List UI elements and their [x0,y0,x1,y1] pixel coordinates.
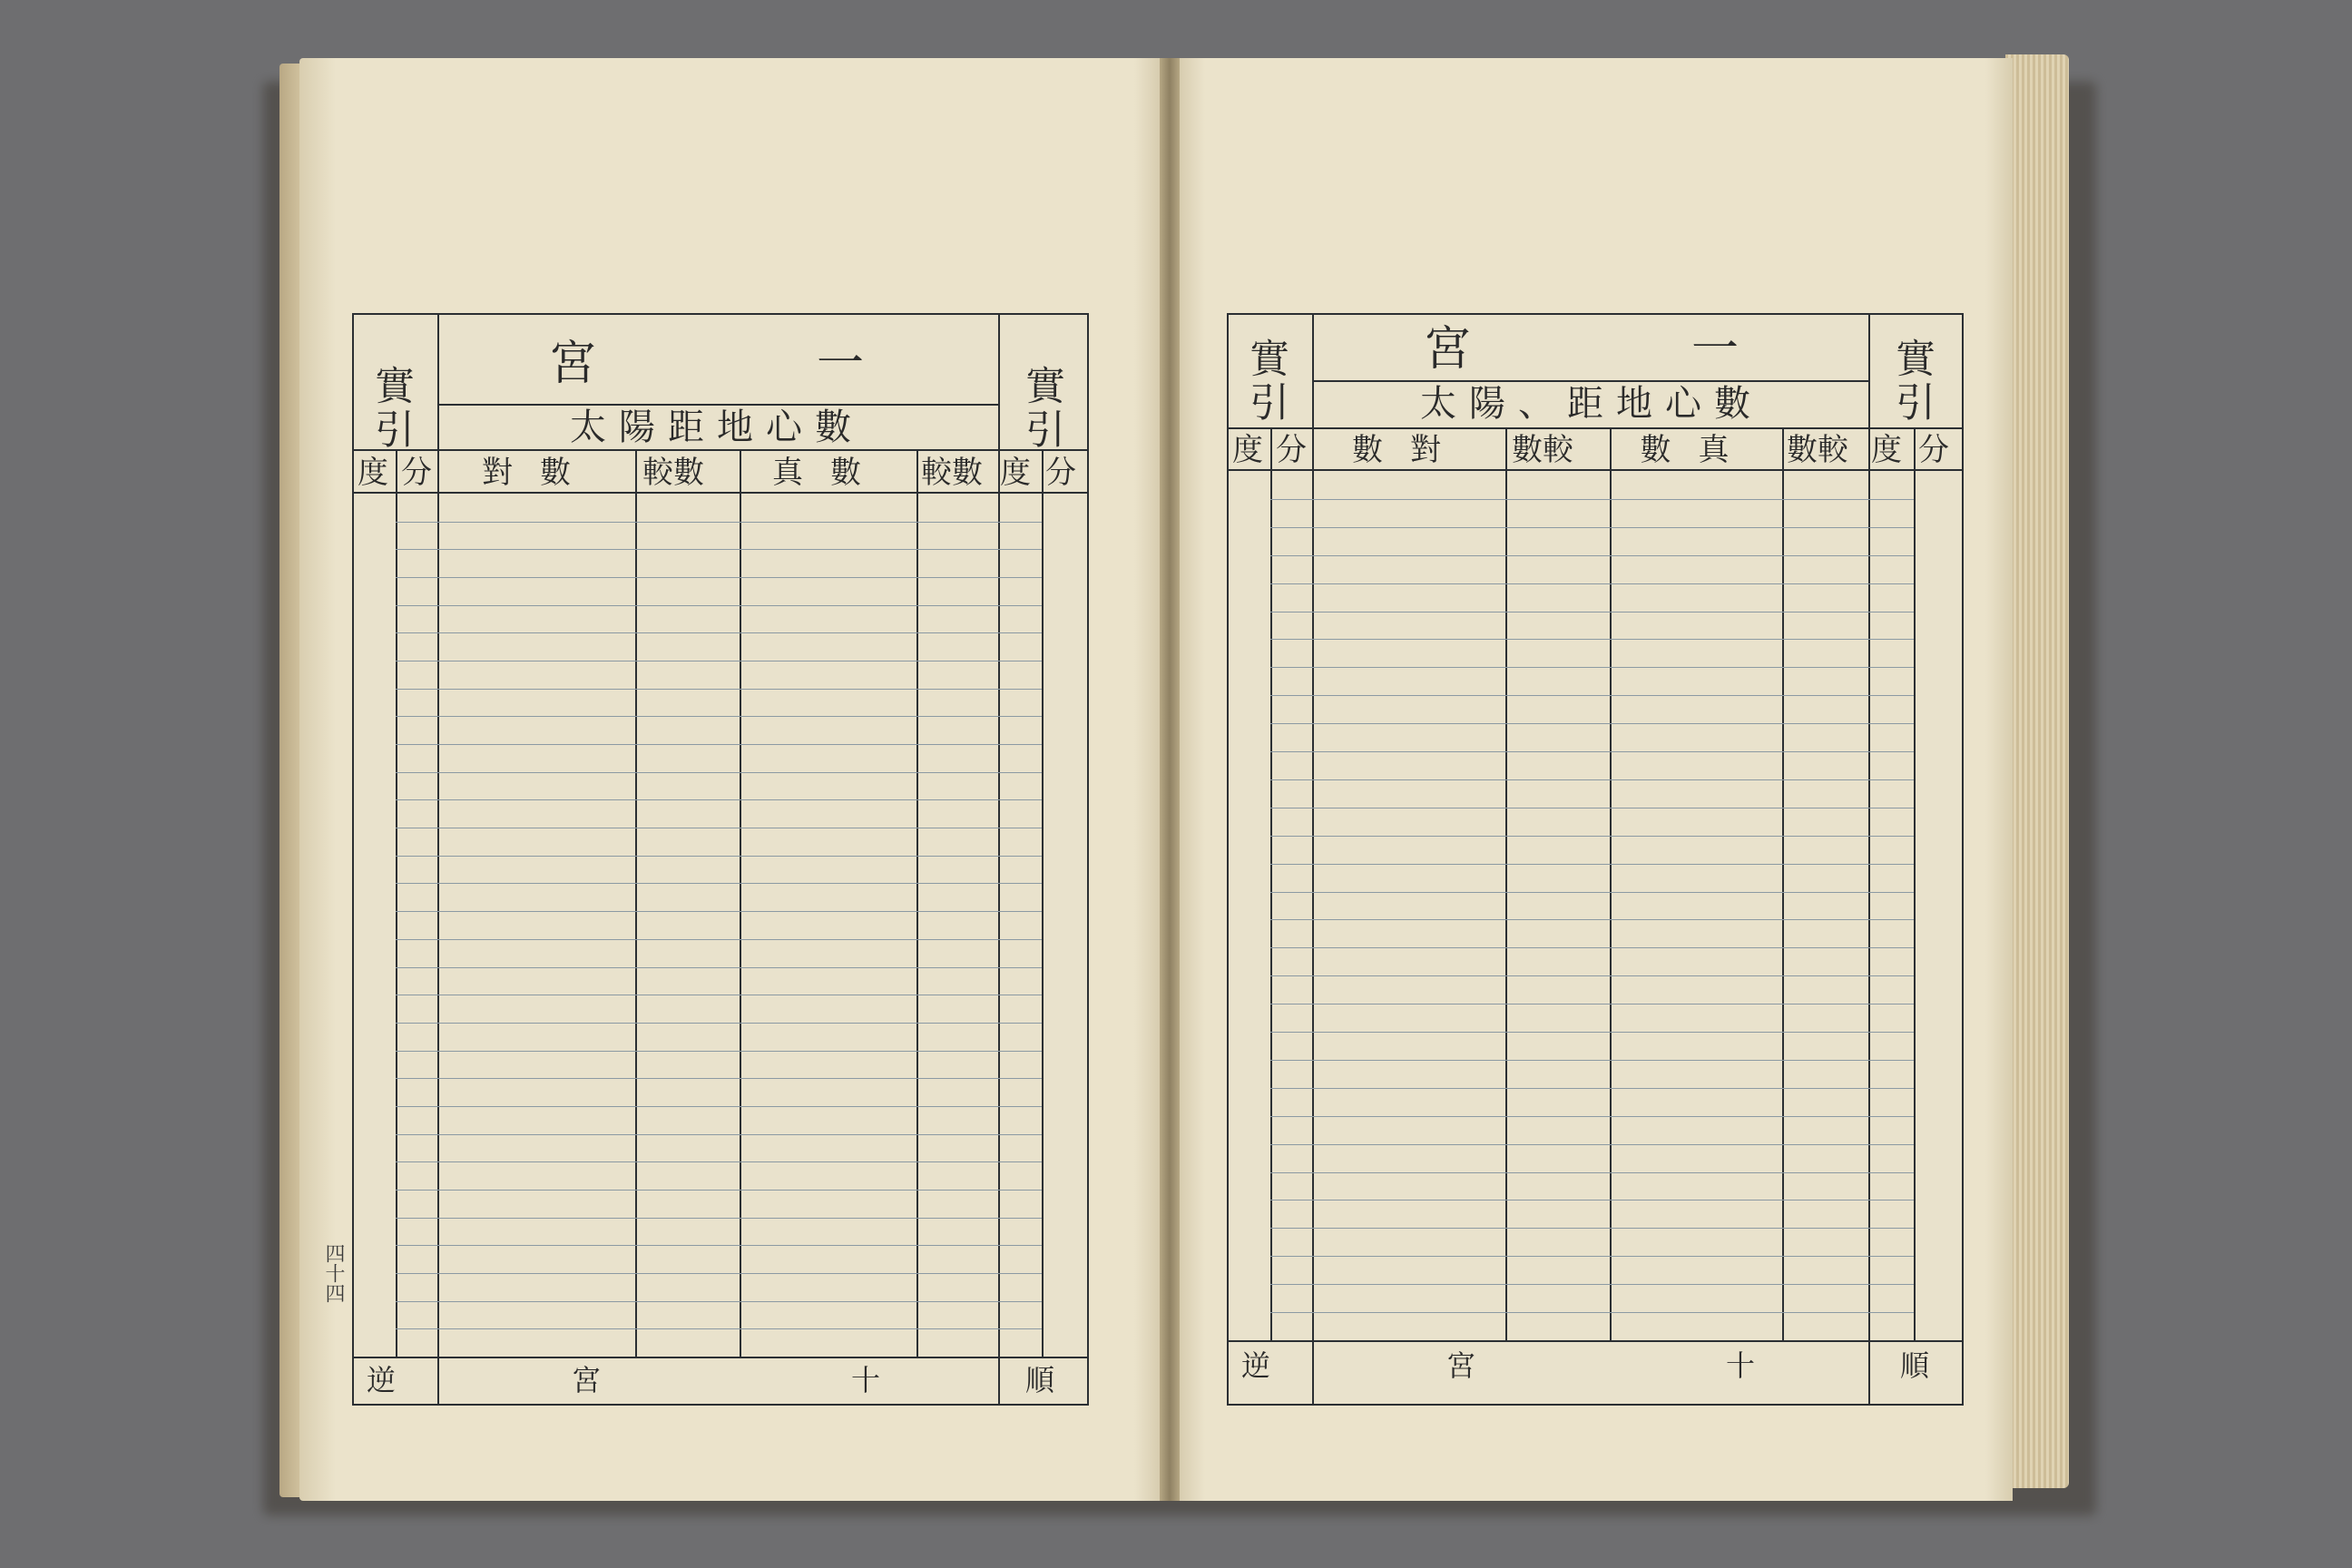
row-rule [1270,919,1914,920]
left-col-min: 分 [401,455,432,491]
right-footer-sign: 十 [1726,1348,1756,1383]
row-rule [396,939,1042,940]
right-header-sign: 一 [1691,322,1740,377]
left-table-title: 太陽距地心數 [570,407,864,448]
row-rule [396,883,1042,884]
row-rule [1270,947,1914,948]
left-col-log: 對數 [482,455,598,491]
right-table-title: 太陽、距地心數 [1420,383,1763,425]
right-table [1227,313,1964,1406]
left-col-true: 真數 [772,455,888,491]
row-rule [1270,779,1914,780]
row-rule [396,967,1042,968]
row-rule [1270,864,1914,865]
left-col-deg: 度 [358,455,388,491]
left-col-diff1: 較數 [642,455,704,491]
right-footer-right: 順 [1900,1348,1930,1383]
right-side-label-left: 實引 [1242,338,1289,425]
row-rule [1270,1256,1914,1257]
row-rule [396,1023,1042,1024]
row-rule [396,911,1042,912]
left-footer-right: 順 [1025,1363,1055,1397]
row-rule [1270,583,1914,584]
right-header-gong: 宮 [1424,322,1472,377]
left-header-gong: 宮 [549,337,597,391]
row-rule [396,856,1042,857]
left-page-number: 四十四 [322,1243,345,1303]
row-rule [396,522,1042,523]
row-rule [396,689,1042,690]
row-rule [1270,639,1914,640]
left-footer-gong: 宮 [572,1363,602,1397]
row-rule [396,632,1042,633]
row-rule [1270,1312,1914,1313]
row-rule [396,1078,1042,1079]
row-rule [396,1051,1042,1052]
row-rule [396,1134,1042,1135]
left-col-deg-r: 度 [1000,455,1031,491]
row-rule [1270,751,1914,752]
row-rule [1270,975,1914,976]
row-rule [1270,1032,1914,1033]
row-rule [396,1328,1042,1329]
right-col-log: 數對 [1352,432,1468,468]
row-rule [396,799,1042,800]
right-col-deg: 度 [1232,432,1263,468]
row-rule [1270,892,1914,893]
right-col-deg-r: 度 [1871,432,1902,468]
left-footer-sign: 十 [851,1363,881,1397]
row-rule [1270,527,1914,528]
right-footer-left: 逆 [1241,1348,1271,1383]
row-rule [1270,1088,1914,1089]
right-side-label-right: 實引 [1888,338,1935,425]
row-rule [1270,667,1914,668]
row-rule [396,1301,1042,1302]
row-rule [1270,1144,1914,1145]
book-gutter [1160,58,1180,1501]
row-rule [396,1245,1042,1246]
row-rule [1270,1172,1914,1173]
left-footer-left: 逆 [367,1363,397,1397]
row-rule [1270,1116,1914,1117]
right-col-diff2: 數較 [1787,432,1848,468]
right-col-min: 分 [1276,432,1307,468]
page-edge-right [2005,54,2069,1488]
right-footer-gong: 宮 [1446,1348,1476,1383]
right-col-min-r: 分 [1918,432,1949,468]
row-rule [1270,499,1914,500]
row-rule [396,549,1042,550]
left-header-sign: 一 [817,337,865,391]
row-rule [396,1106,1042,1107]
row-rule [1270,836,1914,837]
left-side-label-left: 實引 [368,365,414,452]
left-side-label-right: 實引 [1018,365,1064,452]
row-rule [396,772,1042,773]
row-rule [396,605,1042,606]
left-table [352,313,1089,1406]
row-rule [396,1273,1042,1274]
row-rule [396,1190,1042,1191]
row-rule [1270,555,1914,556]
row-rule [396,661,1042,662]
row-rule [1270,723,1914,724]
row-rule [396,1161,1042,1162]
row-rule [1270,1228,1914,1229]
row-rule [396,744,1042,745]
row-rule [396,1218,1042,1219]
left-col-diff2: 較數 [921,455,983,491]
right-col-diff1: 數較 [1512,432,1573,468]
row-rule [1270,1060,1914,1061]
row-rule [396,716,1042,717]
row-rule [1270,695,1914,696]
left-col-min-r: 分 [1045,455,1076,491]
right-col-true: 數真 [1640,432,1757,468]
row-rule [1270,1284,1914,1285]
row-rule [396,577,1042,578]
